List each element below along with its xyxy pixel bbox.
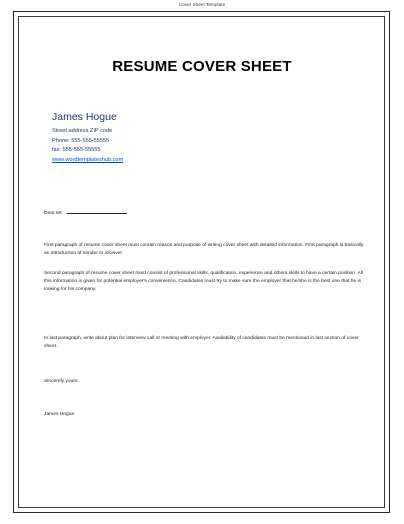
template-header-label: Cover Sheet Template: [178, 2, 226, 7]
document-title: RESUME COVER SHEET: [112, 58, 292, 75]
recipient-name-blank: [67, 209, 127, 214]
sender-website-link[interactable]: www.wordtemplateshub.com: [52, 156, 124, 163]
closing-line: Sincerely yours: [44, 379, 78, 384]
salutation-text: Dear Mr.: [44, 211, 63, 216]
sender-website-row: [52, 156, 302, 166]
inner-border-frame: [18, 16, 385, 508]
sender-fax: fax: 555-555-55555: [52, 147, 101, 154]
sender-phone: Phone: 555-555-55555: [52, 137, 110, 144]
paragraph-3: In last paragraph, write about plan for interview call or meeting with employer. Availability of candidates must be mentioned in last section of cover sheet.: [44, 336, 359, 350]
paragraph-1: First paragraph of resume cover sheet must contain reason and purpose of writing cover sheet with detailed information. First paragraph is basically an introduction of sender to receiver.: [44, 243, 364, 257]
salutation-line: [44, 209, 366, 218]
sender-name: James Hogue: [52, 111, 117, 123]
paragraph-2: Second paragraph of resume cover sheet must consist of professional skills, qualification, experience and others skills to have a certain position. All this information is given for potential employer's convenience. Candidates must try to make sure the employer that he/she is the best one that he is looking for his company.: [44, 271, 363, 293]
sender-address: Street address ZIP code: [52, 128, 113, 134]
signature-name: James Hogue: [44, 412, 75, 417]
sender-block: [52, 110, 302, 165]
